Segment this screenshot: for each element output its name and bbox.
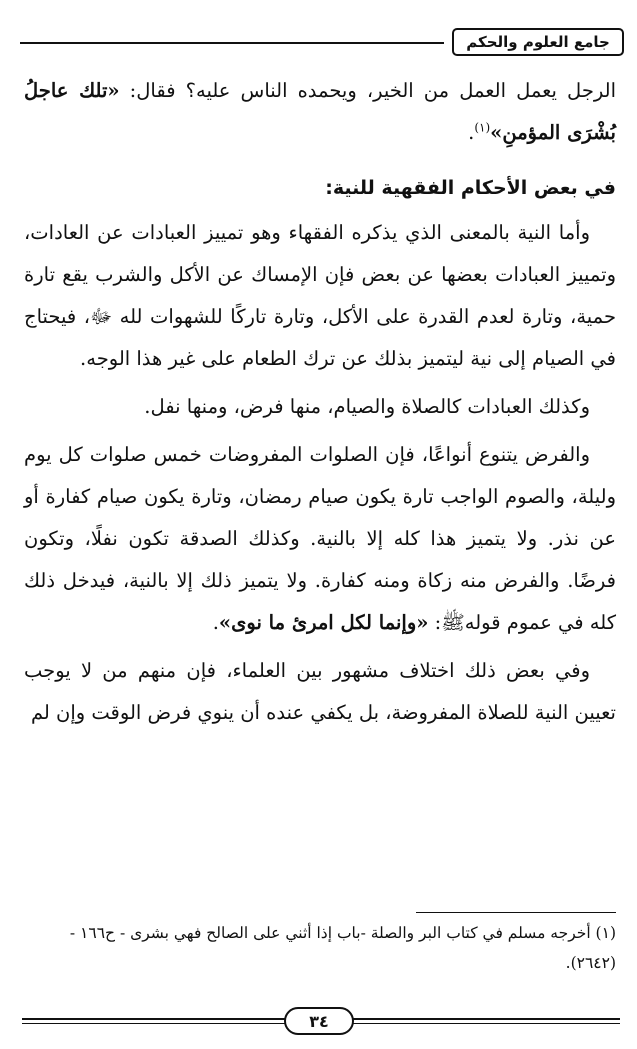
main-text xyxy=(24,70,616,734)
footnote-reference[interactable]: (١) xyxy=(474,120,491,135)
page-number: ٣٤ xyxy=(284,1007,354,1035)
paragraph-5: وفي بعض ذلك اختلاف مشهور بين العلماء، فإن منهم من لا يوجب تعيين النية للصلاة المفروضة، بل يكفي عنده أن ينوي فرض الوقت وإن لم xyxy=(24,659,616,724)
hadith-quote-2: «وإنما لكل امرئ ما نوى» xyxy=(218,611,429,634)
paragraph-4-end: . xyxy=(212,611,219,634)
paragraph-1-end: . xyxy=(468,121,475,144)
hadith-quote-1: «تلك عاجلُ بُشْرَى المؤمنِ» xyxy=(24,79,616,144)
paragraph-1 xyxy=(24,70,616,154)
paragraph-1-text: الرجل يعمل العمل من الخير، ويحمده الناس عليه؟ فقال: xyxy=(119,79,616,102)
paragraph-4 xyxy=(24,434,616,644)
footnote-separator xyxy=(416,912,616,913)
page-header xyxy=(20,28,624,58)
paragraph-4-text: والفرض يتنوع أنواعًا، فإن الصلوات المفروضات خمس صلوات كل يوم وليلة، والصوم الواجب تارة يكون صيام رمضان، وتارة يكون صيام كفارة أو عن نذر. ولا يتميز هذا كله إلا بالنية. وكذلك الصدقة تكون نفلًا، وتكون فرضًا. والفرض منه زكاة ومنه كفارة. ولا يتميز ذلك إلا بالنية، فيدخل ذلك كله في عموم قولهﷺ: xyxy=(24,443,616,634)
paragraph-3: وكذلك العبادات كالصلاة والصيام، منها فرض، ومنها نفل. xyxy=(144,395,590,418)
footnote: (١) أخرجه مسلم في كتاب البر والصلة -باب إذا أثني على الصالح فهي بشرى - ح١٦٦ - (٢٦٤٢). xyxy=(69,924,616,972)
book-title: جامع العلوم والحكم xyxy=(452,28,624,56)
paragraph-2: وأما النية بالمعنى الذي يذكره الفقهاء وهو تمييز العبادات عن العادات، وتمييز العبادات بعضها عن بعض فإن الإمساك عن الأكل والشرب يقع تارة حمية، وتارة لعدم القدرة على الأكل، وتارة تاركًا للشهوات لله ﷻ، فيحتاج في الصيام إلى نية ليتميز بذلك عن ترك الطعام على غير هذا الوجه. xyxy=(24,221,616,370)
header-rule xyxy=(20,42,444,44)
section-heading: في بعض الأحكام الفقهية للنية: xyxy=(325,177,616,199)
